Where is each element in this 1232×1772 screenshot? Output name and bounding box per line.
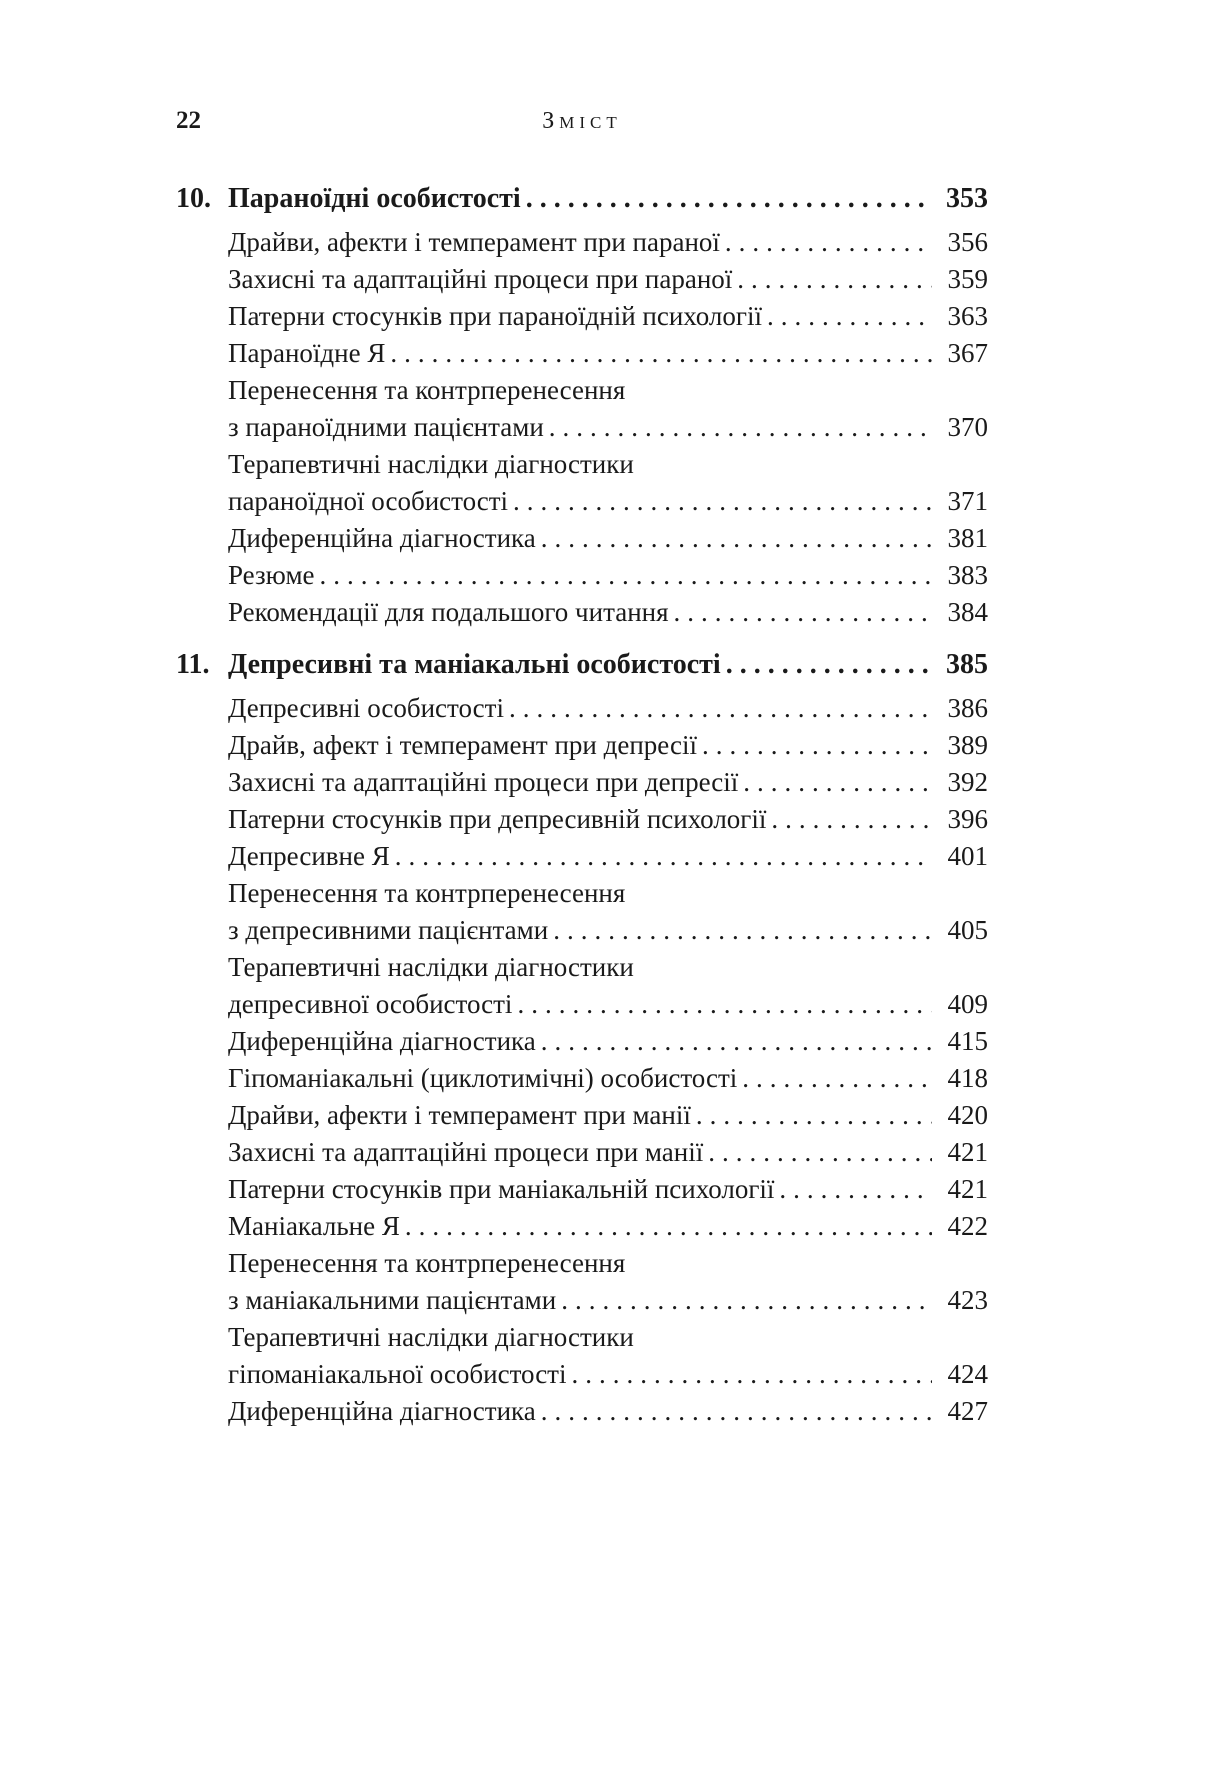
dot-leader: [726, 645, 932, 685]
chapter-section: [176, 645, 988, 1430]
dot-leader: [771, 801, 932, 838]
chapter-heading: [176, 179, 988, 219]
entry-last-line: [228, 1356, 988, 1393]
entry-text: Захисні та адаптаційні процеси при депресії: [228, 767, 739, 797]
toc-entry: [228, 372, 988, 446]
entry-last-line: [228, 1023, 988, 1060]
entry-page-number: 389: [947, 730, 988, 760]
entry-text: параноїдної особистості: [228, 486, 509, 516]
entry-page-number: 424: [947, 1359, 988, 1389]
entry-last-line: [228, 1282, 988, 1319]
chapter-number: 10.: [176, 183, 211, 214]
dot-leader: [708, 1134, 932, 1171]
entry-text: депресивної особистості: [228, 989, 513, 1019]
entry-last-line: [228, 764, 988, 801]
dot-leader: [320, 557, 932, 594]
entry-text: Драйв, афект і темперамент при депресії: [228, 730, 697, 760]
entry-last-line: [228, 298, 988, 335]
dot-leader: [541, 520, 932, 557]
toc-entry: [228, 1134, 988, 1171]
dot-leader: [779, 1171, 932, 1208]
dot-leader: [742, 1060, 932, 1097]
toc-body: [176, 179, 988, 1430]
dot-leader: [767, 298, 932, 335]
entry-text-line: Перенесення та контрперенесення: [228, 878, 626, 908]
entry-last-line: [228, 557, 988, 594]
entry-text: Маніакальне Я: [228, 1211, 400, 1241]
entry-page-number: 396: [947, 804, 988, 834]
dot-leader: [541, 1023, 932, 1060]
toc-entry: [228, 801, 988, 838]
chapter-heading: [176, 645, 988, 685]
dot-leader: [553, 912, 932, 949]
toc-entry: [228, 1245, 988, 1319]
entry-text: гіпоманіакальної особистості: [228, 1359, 567, 1389]
toc-entry: [228, 594, 988, 631]
toc-entry: [228, 1023, 988, 1060]
entry-last-line: [228, 224, 988, 261]
dot-leader: [696, 1097, 932, 1134]
entry-text: Диференційна діагностика: [228, 1396, 536, 1426]
entry-page-number: 356: [947, 227, 988, 257]
entry-last-line: [228, 261, 988, 298]
entry-page-number: 392: [947, 767, 988, 797]
entry-page-number: 386: [947, 693, 988, 723]
entry-last-line: [228, 1097, 988, 1134]
toc-entry: [228, 1060, 988, 1097]
dot-leader: [702, 727, 932, 764]
entry-last-line: [228, 727, 988, 764]
entry-page-number: 367: [947, 338, 988, 368]
dot-leader: [517, 986, 932, 1023]
text-block: [176, 105, 988, 1430]
entry-page-number: 423: [947, 1285, 988, 1315]
entry-page-number: 384: [947, 597, 988, 627]
entry-text: Рекомендації для подальшого читання: [228, 597, 669, 627]
toc-entry: [228, 298, 988, 335]
entry-text: Патерни стосунків при депресивній психології: [228, 804, 767, 834]
entry-page-number: 405: [947, 915, 988, 945]
toc-entry: [228, 727, 988, 764]
toc-entry: [228, 1097, 988, 1134]
dot-leader: [737, 261, 932, 298]
entry-text: Патерни стосунків при параноїдній психології: [228, 301, 762, 331]
chapter-page-number: 353: [946, 183, 988, 214]
toc-entry: [228, 557, 988, 594]
entry-text-line: Терапевтичні наслідки діагностики: [228, 1322, 634, 1352]
entry-last-line: [228, 520, 988, 557]
chapter-page-number: 385: [946, 649, 988, 680]
entry-page-number: 418: [947, 1063, 988, 1093]
entry-last-line: [228, 986, 988, 1023]
dot-leader: [509, 690, 932, 727]
entry-text-line: Терапевтичні наслідки діагностики: [228, 449, 634, 479]
dot-leader: [561, 1282, 932, 1319]
entry-page-number: 370: [947, 412, 988, 442]
dot-leader: [526, 179, 932, 219]
folio-page-number: 22: [176, 107, 201, 134]
toc-entry: [228, 690, 988, 727]
entry-last-line: [228, 838, 988, 875]
entry-text: з параноїдними пацієнтами: [228, 412, 544, 442]
entry-text: Захисні та адаптаційні процеси при параної: [228, 264, 733, 294]
entry-page-number: 381: [947, 523, 988, 553]
entry-text: Диференційна діагностика: [228, 1026, 536, 1056]
entry-text: Депресивне Я: [228, 841, 390, 871]
entry-text: з депресивними пацієнтами: [228, 915, 549, 945]
entry-last-line: [228, 1393, 988, 1430]
entry-text: Захисні та адаптаційні процеси при манії: [228, 1137, 704, 1167]
entry-text: Патерни стосунків при маніакальній психології: [228, 1174, 775, 1204]
toc-entry: [228, 335, 988, 372]
dot-leader: [405, 1208, 932, 1245]
dot-leader: [390, 335, 932, 372]
entry-text: Депресивні особистості: [228, 693, 504, 723]
entry-page-number: 421: [947, 1174, 988, 1204]
entry-text: з маніакальними пацієнтами: [228, 1285, 557, 1315]
entry-page-number: 421: [947, 1137, 988, 1167]
entry-page-number: 401: [947, 841, 988, 871]
entry-page-number: 363: [947, 301, 988, 331]
toc-entry: [228, 1208, 988, 1245]
entry-last-line: [228, 335, 988, 372]
dot-leader: [541, 1393, 932, 1430]
entry-last-line: [228, 483, 988, 520]
entry-page-number: 420: [947, 1100, 988, 1130]
entry-last-line: [228, 594, 988, 631]
toc-entry: [228, 1319, 988, 1393]
entry-text: Резюме: [228, 560, 315, 590]
entry-last-line: [228, 1171, 988, 1208]
toc-entry: [228, 520, 988, 557]
entry-text-line: Перенесення та контрперенесення: [228, 1248, 626, 1278]
entry-text: Драйви, афекти і темперамент при параної: [228, 227, 720, 257]
toc-entry: [228, 1393, 988, 1430]
entry-page-number: 359: [947, 264, 988, 294]
dot-leader: [725, 224, 932, 261]
entry-last-line: [228, 801, 988, 838]
entry-text: Гіпоманіакальні (циклотимічні) особистості: [228, 1063, 738, 1093]
dot-leader: [395, 838, 932, 875]
toc-entry: [228, 838, 988, 875]
entry-page-number: 422: [947, 1211, 988, 1241]
running-title: Зміст: [542, 108, 622, 134]
entry-text-line: Перенесення та контрперенесення: [228, 375, 626, 405]
toc-entry: [228, 1171, 988, 1208]
entry-text: Драйви, афекти і темперамент при манії: [228, 1100, 691, 1130]
entry-page-number: 427: [947, 1396, 988, 1426]
entry-last-line: [228, 690, 988, 727]
entry-text-line: Терапевтичні наслідки діагностики: [228, 952, 634, 982]
dot-leader: [571, 1356, 932, 1393]
toc-entry: [228, 949, 988, 1023]
toc-entry: [228, 764, 988, 801]
chapter-title: Параноїдні особистості: [228, 183, 521, 214]
entry-last-line: [228, 1208, 988, 1245]
entry-last-line: [228, 1134, 988, 1171]
entry-text: Параноїдне Я: [228, 338, 386, 368]
dot-leader: [549, 409, 932, 446]
chapter-title: Депресивні та маніакальні особистості: [228, 649, 721, 680]
entry-last-line: [228, 1060, 988, 1097]
entry-last-line: [228, 409, 988, 446]
dot-leader: [513, 483, 932, 520]
toc-entry: [228, 875, 988, 949]
chapter-section: [176, 179, 988, 631]
dot-leader: [743, 764, 932, 801]
toc-entry: [228, 261, 988, 298]
entry-text: Диференційна діагностика: [228, 523, 536, 553]
entry-page-number: 415: [947, 1026, 988, 1056]
toc-entry: [228, 224, 988, 261]
entry-page-number: 383: [947, 560, 988, 590]
toc-entry: [228, 446, 988, 520]
entry-page-number: 371: [947, 486, 988, 516]
entry-last-line: [228, 912, 988, 949]
chapter-number: 11.: [176, 649, 210, 680]
entry-page-number: 409: [947, 989, 988, 1019]
page-header: [176, 105, 988, 137]
dot-leader: [674, 594, 932, 631]
